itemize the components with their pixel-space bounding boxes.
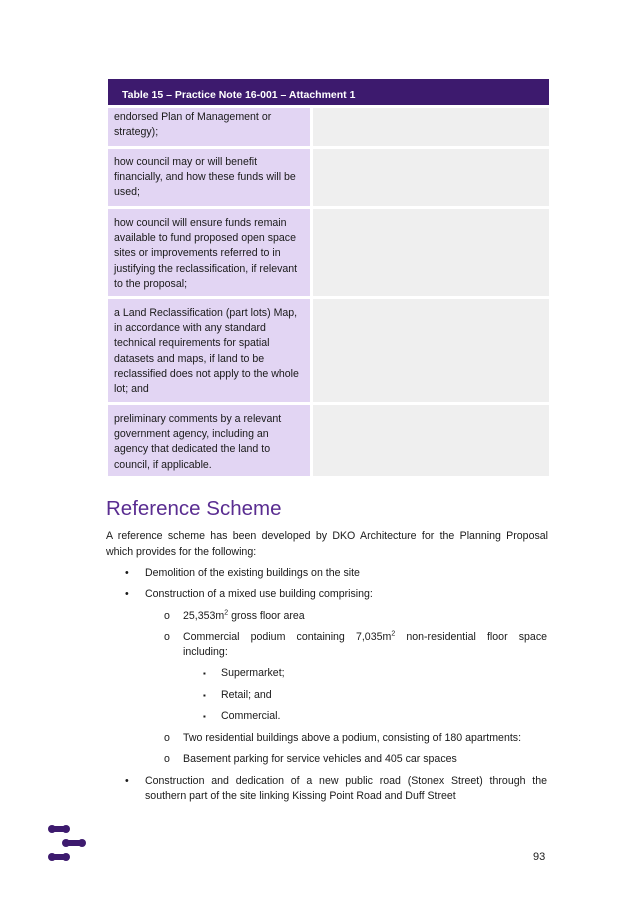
list-item: Supermarket; <box>221 667 285 679</box>
bullet-marker: • <box>125 567 129 579</box>
table-cell-response <box>313 149 549 206</box>
list-item: Construction and dedication of a new public road (Stonex Street) through the <box>145 775 547 787</box>
table-cell-requirement: preliminary comments by a relevant government agency, including an agency that dedicated the land to council, if applicable. <box>108 405 310 476</box>
list-item: Two residential buildings above a podium, consisting of 180 apartments: <box>183 732 522 744</box>
bullet-marker: ▪ <box>203 691 206 700</box>
attachment-table <box>108 79 549 476</box>
list-item: Demolition of the existing buildings on the site <box>145 567 360 579</box>
list-item-continuation: including: <box>183 646 228 658</box>
table-cell-response <box>313 405 549 476</box>
table-cell-requirement: how council will ensure funds remain available to fund proposed open space sites or improvements referred to in justifying the reclassification, if relevant to the proposal; <box>108 209 310 296</box>
list-item: Construction of a mixed use building comprising: <box>145 588 373 600</box>
table-row <box>108 149 549 206</box>
table-row <box>108 108 549 146</box>
bullet-marker: o <box>164 732 170 744</box>
table-cell-response <box>313 299 549 402</box>
brand-logo-icon <box>46 824 90 869</box>
list-item-continuation: southern part of the site linking Kissing Point Road and Duff Street <box>145 790 456 802</box>
page-number: 93 <box>533 851 546 863</box>
table-cell-requirement: a Land Reclassification (part lots) Map, in accordance with any standard technical requirements for spatial datasets and maps, if land to be reclassified does not apply to the whole lot; and <box>108 299 310 402</box>
bullet-marker: o <box>164 610 170 622</box>
bullet-marker: o <box>164 631 170 643</box>
list-item: $25,353m^2$ gross floor area <box>183 609 305 622</box>
table-cell-response <box>313 108 549 146</box>
table-cell-response <box>313 209 549 296</box>
bullet-marker: o <box>164 753 170 765</box>
table-cell-requirement: how council may or will benefit financially, and how these funds will be used; <box>108 149 310 206</box>
list-item: Basement parking for service vehicles and 405 car spaces <box>183 753 457 765</box>
intro-paragraph: A reference scheme has been developed by DKO Architecture for the Planning Proposal which provides for the following: <box>106 530 548 558</box>
section-heading: Reference Scheme <box>106 497 282 520</box>
list-item: Commercial. <box>221 710 281 722</box>
table-row <box>108 299 549 402</box>
bullet-marker: ▪ <box>203 712 206 721</box>
list-item: Retail; and <box>221 689 272 701</box>
table-row <box>108 209 549 296</box>
list-item: Commercial podium containing $7,035m^2$ non-residential floor space <box>183 630 548 643</box>
bullet-marker: ▪ <box>203 669 206 678</box>
table-title: Table 15 – Practice Note 16-001 – Attachment 1 <box>108 79 549 105</box>
table-cell-requirement: endorsed Plan of Management or strategy); <box>108 108 310 146</box>
bullet-marker: • <box>125 588 129 600</box>
bullet-marker: • <box>125 775 129 787</box>
table-row <box>108 405 549 476</box>
